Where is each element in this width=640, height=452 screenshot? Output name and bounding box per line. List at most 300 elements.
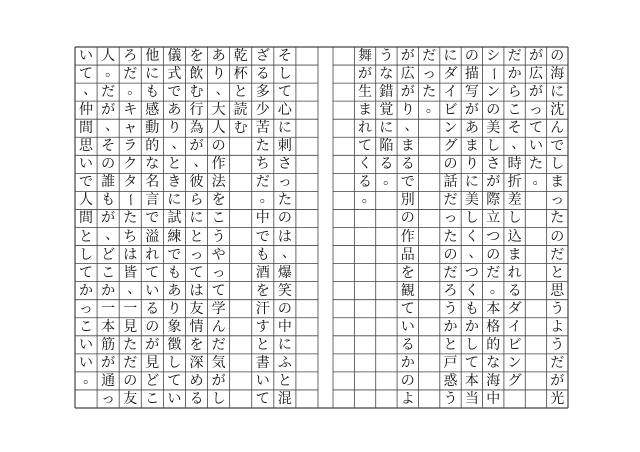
manuscript-char: ク xyxy=(123,156,138,173)
manuscript-char: 作 xyxy=(211,156,226,173)
manuscript-column xyxy=(274,0,296,452)
manuscript-char: か xyxy=(507,66,522,83)
manuscript-char: 飲 xyxy=(189,66,204,83)
manuscript-char: が xyxy=(101,102,116,119)
manuscript-char: か xyxy=(443,318,458,335)
manuscript-char: 話 xyxy=(443,174,458,191)
manuscript-char: そ xyxy=(507,120,522,137)
manuscript-column xyxy=(230,0,252,452)
manuscript-char: り xyxy=(211,66,226,83)
manuscript-char: が xyxy=(211,372,226,389)
manuscript-char: し xyxy=(167,354,182,371)
manuscript-char: の xyxy=(550,228,565,245)
manuscript-char: れ xyxy=(145,246,160,263)
manuscript-char: ダ xyxy=(443,66,458,83)
manuscript-char: て xyxy=(358,138,373,155)
manuscript-char: ど xyxy=(145,372,160,389)
manuscript-char: た xyxy=(123,210,138,227)
manuscript-char: 、 xyxy=(468,244,483,261)
manuscript-char: の xyxy=(464,48,479,65)
manuscript-char: 学 xyxy=(211,300,226,317)
manuscript-char: と xyxy=(255,336,270,353)
manuscript-char: 、 xyxy=(404,118,419,135)
manuscript-char: い xyxy=(167,390,182,407)
manuscript-char: に xyxy=(277,120,292,137)
manuscript-char: が xyxy=(101,210,116,227)
manuscript-char: の xyxy=(486,246,501,263)
manuscript-char: 言 xyxy=(145,192,160,209)
manuscript-char: に xyxy=(189,210,204,227)
manuscript-char: し xyxy=(507,210,522,227)
manuscript-char: 。 xyxy=(383,172,398,189)
manuscript-char: 本 xyxy=(101,318,116,335)
manuscript-char: こ xyxy=(101,264,116,281)
manuscript-char: っ xyxy=(277,174,292,191)
manuscript-char: 。 xyxy=(105,64,120,81)
manuscript-char: て xyxy=(189,264,204,281)
manuscript-char: つ xyxy=(464,264,479,281)
manuscript-char: 徴 xyxy=(167,336,182,353)
manuscript-char: っ xyxy=(79,300,94,317)
manuscript-char: 惑 xyxy=(443,372,458,389)
manuscript-char: た xyxy=(443,228,458,245)
manuscript-char: 試 xyxy=(167,210,182,227)
manuscript-char: で xyxy=(255,228,270,245)
manuscript-char: て xyxy=(528,120,543,137)
manuscript-char: だ xyxy=(211,336,226,353)
manuscript-char: ち xyxy=(255,156,270,173)
manuscript-column xyxy=(185,0,207,452)
manuscript-char: 的 xyxy=(145,138,160,155)
manuscript-char: だ xyxy=(550,246,565,263)
manuscript-char: 一 xyxy=(101,300,116,317)
manuscript-column xyxy=(483,0,504,452)
manuscript-column xyxy=(354,0,375,452)
manuscript-char: ダ xyxy=(507,300,522,317)
manuscript-char: が xyxy=(400,48,415,65)
manuscript-char: か xyxy=(101,282,116,299)
manuscript-char: 爆 xyxy=(277,264,292,281)
manuscript-char: ー xyxy=(122,193,139,208)
manuscript-char: 見 xyxy=(145,354,160,371)
manuscript-char: な xyxy=(145,156,160,173)
manuscript-char: り xyxy=(167,120,182,137)
manuscript-char: 見 xyxy=(123,318,138,335)
manuscript-char: 。 xyxy=(425,100,440,117)
manuscript-char: を xyxy=(211,192,226,209)
manuscript-char: だ xyxy=(123,354,138,371)
manuscript-char: 練 xyxy=(167,228,182,245)
manuscript-char: ま xyxy=(507,246,522,263)
manuscript-char: 象 xyxy=(167,318,182,335)
manuscript-char: れ xyxy=(358,120,373,137)
manuscript-char: が xyxy=(550,372,565,389)
manuscript-char: う xyxy=(443,300,458,317)
manuscript-char: グ xyxy=(507,372,522,389)
manuscript-char: ん xyxy=(550,120,565,137)
manuscript-char: し xyxy=(550,156,565,173)
manuscript-char: っ xyxy=(189,246,204,263)
manuscript-char: る xyxy=(379,156,394,173)
manuscript-char: と xyxy=(550,264,565,281)
manuscript-char: 舞 xyxy=(358,48,373,65)
manuscript-char: 動 xyxy=(145,120,160,137)
manuscript-char: も xyxy=(464,300,479,317)
manuscript-char: 、 xyxy=(171,136,186,153)
manuscript-char: だ xyxy=(422,48,437,65)
manuscript-char: っ xyxy=(528,102,543,119)
manuscript-char: い xyxy=(400,318,415,335)
manuscript-char: の xyxy=(277,300,292,317)
manuscript-char: が xyxy=(145,336,160,353)
manuscript-char: 皆 xyxy=(123,264,138,281)
manuscript-char: 戸 xyxy=(443,354,458,371)
manuscript-char: の xyxy=(486,102,501,119)
manuscript-char: 名 xyxy=(145,174,160,191)
manuscript-char: を xyxy=(189,48,204,65)
manuscript-char: の xyxy=(550,48,565,65)
manuscript-char: ふ xyxy=(277,354,292,371)
manuscript-char: 気 xyxy=(211,354,226,371)
manuscript-char: 本 xyxy=(464,372,479,389)
manuscript-char: 誰 xyxy=(101,174,116,191)
manuscript-char: 思 xyxy=(550,282,565,299)
manuscript-char: こ xyxy=(507,102,522,119)
manuscript-char: の xyxy=(123,372,138,389)
manuscript-char: り xyxy=(464,156,479,173)
manuscript-char: が xyxy=(464,102,479,119)
manuscript-char: ら xyxy=(507,84,522,101)
manuscript-char: 格 xyxy=(486,318,501,335)
manuscript-char: う xyxy=(379,48,394,65)
manuscript-char: て xyxy=(255,390,270,407)
manuscript-char: に xyxy=(443,48,458,65)
manuscript-char: し xyxy=(486,138,501,155)
manuscript-char: の xyxy=(400,210,415,227)
manuscript-char: が xyxy=(400,84,415,101)
manuscript-char: て xyxy=(277,84,292,101)
manuscript-char: 、 xyxy=(215,82,230,99)
manuscript-char: 人 xyxy=(211,120,226,137)
manuscript-char: っ xyxy=(422,66,437,83)
manuscript-char: 友 xyxy=(123,390,138,407)
manuscript-char: 本 xyxy=(486,300,501,317)
manuscript-char: る xyxy=(145,300,160,317)
manuscript-char: る xyxy=(255,66,270,83)
manuscript-char: 式 xyxy=(167,66,182,83)
manuscript-char: く xyxy=(358,156,373,173)
manuscript-char: こ xyxy=(145,390,160,407)
manuscript-char: 的 xyxy=(486,336,501,353)
manuscript-char: 、 xyxy=(511,136,526,153)
manuscript-char: 広 xyxy=(528,66,543,83)
manuscript-char: り xyxy=(400,102,415,119)
manuscript-char: て xyxy=(464,354,479,371)
manuscript-column xyxy=(252,0,274,452)
manuscript-char: た xyxy=(550,210,565,227)
manuscript-char: 思 xyxy=(79,138,94,155)
manuscript-char: る xyxy=(189,390,204,407)
manuscript-char: の xyxy=(211,138,226,155)
manuscript-char: の xyxy=(145,318,160,335)
manuscript-char: 中 xyxy=(255,210,270,227)
manuscript-char: 多 xyxy=(255,84,270,101)
manuscript-char: ど xyxy=(101,246,116,263)
manuscript-column xyxy=(397,0,418,452)
manuscript-char: で xyxy=(79,174,94,191)
manuscript-char: る xyxy=(400,336,415,353)
manuscript-char: 乾 xyxy=(233,48,248,65)
manuscript-char: ビ xyxy=(443,102,458,119)
manuscript-char: も xyxy=(167,264,182,281)
manuscript-char: は xyxy=(123,246,138,263)
manuscript-char: だ xyxy=(550,354,565,371)
manuscript-char: だ xyxy=(443,264,458,281)
manuscript-char: ち xyxy=(123,228,138,245)
manuscript-char: 混 xyxy=(277,390,292,407)
manuscript-char: が xyxy=(486,174,501,191)
manuscript-char: に xyxy=(167,192,182,209)
manuscript-char: て xyxy=(167,372,182,389)
manuscript-char: 間 xyxy=(79,210,94,227)
manuscript-char: と xyxy=(443,336,458,353)
manuscript-char: グ xyxy=(443,138,458,155)
manuscript-char: 筋 xyxy=(101,336,116,353)
manuscript-char: 。 xyxy=(361,190,376,207)
manuscript-char: る xyxy=(358,174,373,191)
manuscript-char: 写 xyxy=(464,84,479,101)
manuscript-char: つ xyxy=(486,228,501,245)
manuscript-char: ろ xyxy=(443,282,458,299)
manuscript-char: 別 xyxy=(400,192,415,209)
manuscript-char: 。 xyxy=(532,172,547,189)
manuscript-char: 通 xyxy=(101,372,116,389)
manuscript-char: 折 xyxy=(507,174,522,191)
manuscript-char: て xyxy=(145,264,160,281)
manuscript-column xyxy=(461,0,482,452)
manuscript-char: 行 xyxy=(189,102,204,119)
manuscript-char: 光 xyxy=(550,390,565,407)
manuscript-char: 、 xyxy=(281,244,296,261)
manuscript-char: り xyxy=(167,300,182,317)
manuscript-char: 儀 xyxy=(167,48,182,65)
manuscript-char: イ xyxy=(507,318,522,335)
manuscript-char: キ xyxy=(123,102,138,119)
manuscript-char: ま xyxy=(550,174,565,191)
manuscript-char: も xyxy=(101,192,116,209)
manuscript-column xyxy=(163,0,185,452)
manuscript-char: 当 xyxy=(464,390,479,407)
manuscript-char: と xyxy=(189,228,204,245)
manuscript-char: を xyxy=(255,282,270,299)
manuscript-char: 時 xyxy=(507,156,522,173)
manuscript-column xyxy=(97,0,119,452)
manuscript-char: が xyxy=(101,354,116,371)
manuscript-char: の xyxy=(101,156,116,173)
manuscript-char: の xyxy=(277,210,292,227)
manuscript-char: て xyxy=(79,66,94,83)
manuscript-char: い xyxy=(79,156,94,173)
manuscript-char: ま xyxy=(464,138,479,155)
manuscript-char: う xyxy=(550,300,565,317)
manuscript-char: ャ xyxy=(123,120,138,137)
manuscript-column xyxy=(296,0,318,452)
manuscript-char: 中 xyxy=(277,318,292,335)
manuscript-char: 。 xyxy=(259,190,274,207)
manuscript-char: 込 xyxy=(507,228,522,245)
manuscript-char: ラ xyxy=(123,138,138,155)
manuscript-char: 為 xyxy=(189,120,204,137)
manuscript-column xyxy=(75,0,97,452)
manuscript-char: あ xyxy=(211,48,226,65)
manuscript-char: イ xyxy=(443,84,458,101)
manuscript-char: た xyxy=(528,156,543,173)
manuscript-char: き xyxy=(167,174,182,191)
manuscript-char: ん xyxy=(211,318,226,335)
manuscript-char: か xyxy=(464,318,479,335)
manuscript-char: く xyxy=(464,228,479,245)
manuscript-char: に xyxy=(464,174,479,191)
manuscript-char: す xyxy=(255,318,270,335)
manuscript-char: っ xyxy=(550,192,565,209)
manuscript-char: と xyxy=(79,228,94,245)
manuscript-char: の xyxy=(400,372,415,389)
manuscript-char: 。 xyxy=(83,370,98,387)
manuscript-char: っ xyxy=(101,390,116,407)
manuscript-char: 立 xyxy=(486,210,501,227)
manuscript-char: 汗 xyxy=(255,300,270,317)
manuscript-char: 。 xyxy=(489,280,504,297)
manuscript-char: 人 xyxy=(101,48,116,65)
manuscript-char: 感 xyxy=(145,102,160,119)
manuscript-char: 他 xyxy=(145,48,160,65)
manuscript-char: 。 xyxy=(127,82,142,99)
manuscript-char: 陥 xyxy=(379,138,394,155)
manuscript-char: 海 xyxy=(550,66,565,83)
manuscript-char: も xyxy=(255,246,270,263)
manuscript-char: が xyxy=(189,138,204,155)
manuscript-char: 差 xyxy=(507,192,522,209)
manuscript-char: た xyxy=(255,138,270,155)
manuscript-char: 読 xyxy=(233,102,248,119)
manuscript-char: 彼 xyxy=(189,174,204,191)
manuscript-char: 間 xyxy=(79,120,94,137)
manuscript-char: 、 xyxy=(105,226,120,243)
manuscript-char: 杯 xyxy=(233,66,248,83)
manuscript-char: い xyxy=(255,372,270,389)
manuscript-char: シ xyxy=(486,48,501,65)
manuscript-column xyxy=(504,0,525,452)
manuscript-char: 刺 xyxy=(277,138,292,155)
manuscript-char: こ xyxy=(211,210,226,227)
manuscript-char: は xyxy=(189,282,204,299)
manuscript-char: の xyxy=(443,156,458,173)
manuscript-char: を xyxy=(400,264,415,281)
manuscript-char: て xyxy=(79,264,94,281)
manuscript-char: だ xyxy=(101,84,116,101)
manuscript-char: さ xyxy=(277,156,292,173)
manuscript-char: よ xyxy=(400,390,415,407)
manuscript-column xyxy=(525,0,546,452)
manuscript-char: ま xyxy=(358,102,373,119)
manuscript-char: も xyxy=(145,84,160,101)
manuscript-char: 心 xyxy=(277,102,292,119)
manuscript-char: そ xyxy=(101,138,116,155)
manuscript-char: っ xyxy=(211,264,226,281)
manuscript-char: た xyxy=(422,84,437,101)
manuscript-char: か xyxy=(79,282,94,299)
manuscript-char: 一 xyxy=(123,300,138,317)
manuscript-char: な xyxy=(486,354,501,371)
manuscript-char: む xyxy=(233,120,248,137)
manuscript-char: こ xyxy=(79,318,94,335)
manuscript-char: 観 xyxy=(400,282,415,299)
manuscript-char: 中 xyxy=(486,390,501,407)
manuscript-column xyxy=(119,0,141,452)
manuscript-char: 大 xyxy=(211,102,226,119)
manuscript-char: 美 xyxy=(486,120,501,137)
manuscript-char: が xyxy=(528,84,543,101)
manuscript-char: 、 xyxy=(105,118,120,135)
manuscript-char: ン xyxy=(486,84,501,101)
manuscript-char: で xyxy=(145,210,160,227)
manuscript-char: し xyxy=(464,210,479,227)
manuscript-char: っ xyxy=(443,210,458,227)
manuscript-char: だ xyxy=(486,264,501,281)
manuscript-char: だ xyxy=(123,66,138,83)
manuscript-char: 品 xyxy=(400,246,415,263)
manuscript-char: と xyxy=(277,372,292,389)
manuscript-char: 美 xyxy=(464,192,479,209)
manuscript-char: あ xyxy=(167,102,182,119)
manuscript-char: 錯 xyxy=(379,84,394,101)
manuscript-char: 情 xyxy=(189,318,204,335)
manuscript-char: 友 xyxy=(189,300,204,317)
manuscript-char: て xyxy=(400,300,415,317)
manuscript-char: め xyxy=(189,372,204,389)
manuscript-char: い xyxy=(79,336,94,353)
manuscript-char: 生 xyxy=(358,84,373,101)
manuscript-char: で xyxy=(400,174,415,191)
manuscript-column xyxy=(547,0,568,452)
manuscript-char: に xyxy=(379,120,394,137)
manuscript-char: る xyxy=(507,282,522,299)
manuscript-char: し xyxy=(79,246,94,263)
manuscript-char: か xyxy=(400,354,415,371)
manuscript-char: 、 xyxy=(127,280,142,297)
manuscript-char: さ xyxy=(486,156,501,173)
manuscript-char: で xyxy=(167,84,182,101)
manuscript-char: ー xyxy=(485,67,502,82)
manuscript-char: て xyxy=(211,282,226,299)
manuscript-column xyxy=(208,0,230,452)
manuscript-char: ろ xyxy=(123,48,138,65)
manuscript-char: 深 xyxy=(189,354,204,371)
manuscript-char: 法 xyxy=(211,174,226,191)
manuscript-char: ざ xyxy=(255,48,270,65)
manuscript-char: 沈 xyxy=(550,102,565,119)
manuscript-char: 苦 xyxy=(255,120,270,137)
manuscript-char: し xyxy=(277,66,292,83)
manuscript-char: で xyxy=(550,138,565,155)
manuscript-column xyxy=(333,0,354,452)
manuscript-char: い xyxy=(145,282,160,299)
manuscript-char: た xyxy=(277,192,292,209)
manuscript-char: 広 xyxy=(400,66,415,83)
manuscript-char: い xyxy=(528,138,543,155)
manuscript-char: だ xyxy=(255,174,270,191)
manuscript-column xyxy=(418,0,439,452)
